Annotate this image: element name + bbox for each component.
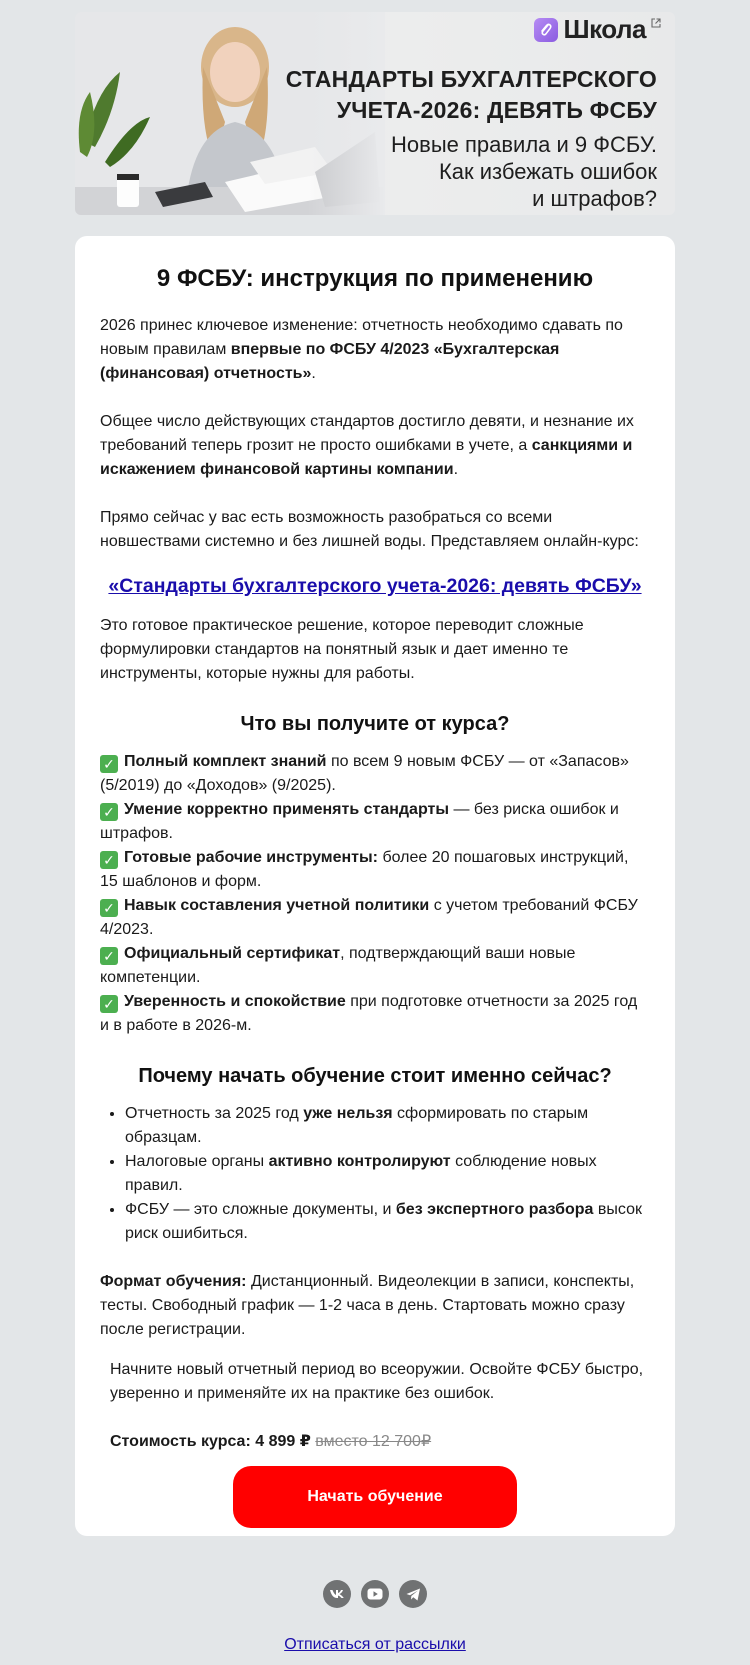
hero-banner[interactable] [75,12,675,215]
benefit-item [100,990,650,1038]
check-icon: ✓ [100,803,118,821]
email-wrapper [75,0,675,1654]
unsubscribe-link[interactable]: Отписаться от рассылки [284,1636,466,1653]
intro-text: . [453,461,459,478]
benefit-text: более 20 пошаговых инструкций, 15 шаблонов и форм. [100,849,629,890]
benefit-item [100,798,650,846]
format-paragraph [100,1270,650,1342]
benefit-text: — без риска ошибок и штрафов. [100,801,619,842]
card-title: 9 ФСБУ: инструкция по применению [156,265,594,292]
why-item [125,1198,650,1246]
benefit-bold: Полный комплект знаний [124,753,327,770]
check-icon: ✓ [100,755,118,773]
social-links [75,1580,675,1608]
intro-text: Общее число действующих стандартов достигло девяти, и незнание их требований теперь грозит не просто ошибками в учете, а [100,413,634,454]
vk-icon[interactable] [323,1580,351,1608]
intro-highlight: санкциями и искажением финансовой картины компании [100,437,633,478]
benefit-bold: Умение корректно применять стандарты [124,801,450,818]
benefit-bold: Готовые рабочие инструменты: [124,849,378,866]
intro-paragraph: Прямо сейчас у вас есть возможность разобраться со всеми новшествами системно и без лишней воды. Представляем онлайн-курс: [100,509,639,550]
banner-subtitle [391,131,657,212]
why-item [125,1102,650,1150]
check-icon: ✓ [100,899,118,917]
intro-text: . [311,365,316,382]
check-icon: ✓ [100,947,118,965]
external-link-icon [651,18,661,28]
banner-title-line: СТАНДАРТЫ БУХГАЛТЕРСКОГО [285,66,657,92]
intro-paragraph [100,314,650,386]
format-label: Формат обучения: [100,1273,247,1290]
benefits-list [100,750,650,1038]
why-text: Налоговые органы [125,1153,269,1170]
check-icon: ✓ [100,851,118,869]
intro-paragraph [100,410,650,482]
telegram-icon[interactable] [399,1580,427,1608]
why-item [125,1150,650,1198]
benefit-text: при подготовке отчетности за 2025 год и в работе в 2026-м. [100,993,638,1034]
course-description: Это готовое практическое решение, которое переводит сложные формулировки стандартов на понятный язык и дает именно те инструменты, которые нужны для работы. [100,617,584,682]
benefit-text: с учетом требований ФСБУ 4/2023. [100,897,638,938]
price-label: Стоимость курса: 4 899 ₽ [110,1433,311,1450]
intro-highlight: впервые по ФСБУ 4/2023 «Бухгалтерская (финансовая) отчетность» [100,341,560,382]
logo-text: Школа [563,14,646,44]
benefit-text: по всем 9 новым ФСБУ — от «Запасов» (5/2019) до «Доходов» (9/2025). [100,753,629,794]
course-link[interactable]: «Стандарты бухгалтерского учета-2026: девять ФСБУ» [108,575,642,597]
benefit-item [100,750,650,798]
price-block [100,1358,650,1454]
closing-text: Начните новый отчетный период во всеоружии. Освойте ФСБУ быстро, уверенно и применяйте их на практике без ошибок. [110,1361,644,1402]
check-icon: ✓ [100,995,118,1013]
banner-title [286,64,657,126]
why-bold: активно контролируют [268,1153,451,1170]
banner-title-line: УЧЕТА-2026: ДЕВЯТЬ ФСБУ [336,97,657,123]
why-text: сформировать по старым образцам. [125,1105,589,1146]
benefits-heading: Что вы получите от курса? [240,713,510,735]
youtube-icon[interactable] [361,1580,389,1608]
price-line [110,1430,650,1454]
banner-subtitle-line: и штрафов? [532,186,657,211]
why-text: высок риск ошибиться. [125,1201,642,1242]
why-bold: уже нельзя [303,1105,393,1122]
why-bold: без экспертного разбора [395,1201,594,1218]
intro-text: 2026 принес ключевое изменение: отчетность необходимо сдавать по новым правилам [100,317,623,358]
banner-subtitle-line: Как избежать ошибок [438,159,657,184]
banner-subtitle-line: Новые правила и 9 ФСБУ. [391,132,657,157]
benefit-item [100,894,650,942]
paperclip-icon [534,18,558,42]
why-text: Отчетность за 2025 год [125,1105,304,1122]
school-logo[interactable] [534,14,661,45]
benefit-item [100,846,650,894]
why-heading: Почему начать обучение стоит именно сейчас? [138,1065,612,1087]
why-text: соблюдение новых правил. [125,1153,597,1194]
format-text: Дистанционный. Видеолекции в записи, конспекты, тесты. Свободный график — 1-2 часа в день. Стартовать можно сразу после регистрации. [100,1273,635,1338]
why-list [100,1102,650,1246]
old-price: вместо 12 700₽ [315,1433,432,1450]
benefit-text: , подтверждающий ваши новые компетенции. [100,945,576,986]
benefit-bold: Уверенность и спокойствие [124,993,346,1010]
benefit-item [100,942,650,990]
why-text: ФСБУ — это сложные документы, и [125,1201,396,1218]
benefit-bold: Официальный сертификат [124,945,341,962]
start-learning-button[interactable]: Начать обучение [233,1466,517,1528]
benefit-bold: Навык составления учетной политики [124,897,430,914]
content-card [75,236,675,1536]
